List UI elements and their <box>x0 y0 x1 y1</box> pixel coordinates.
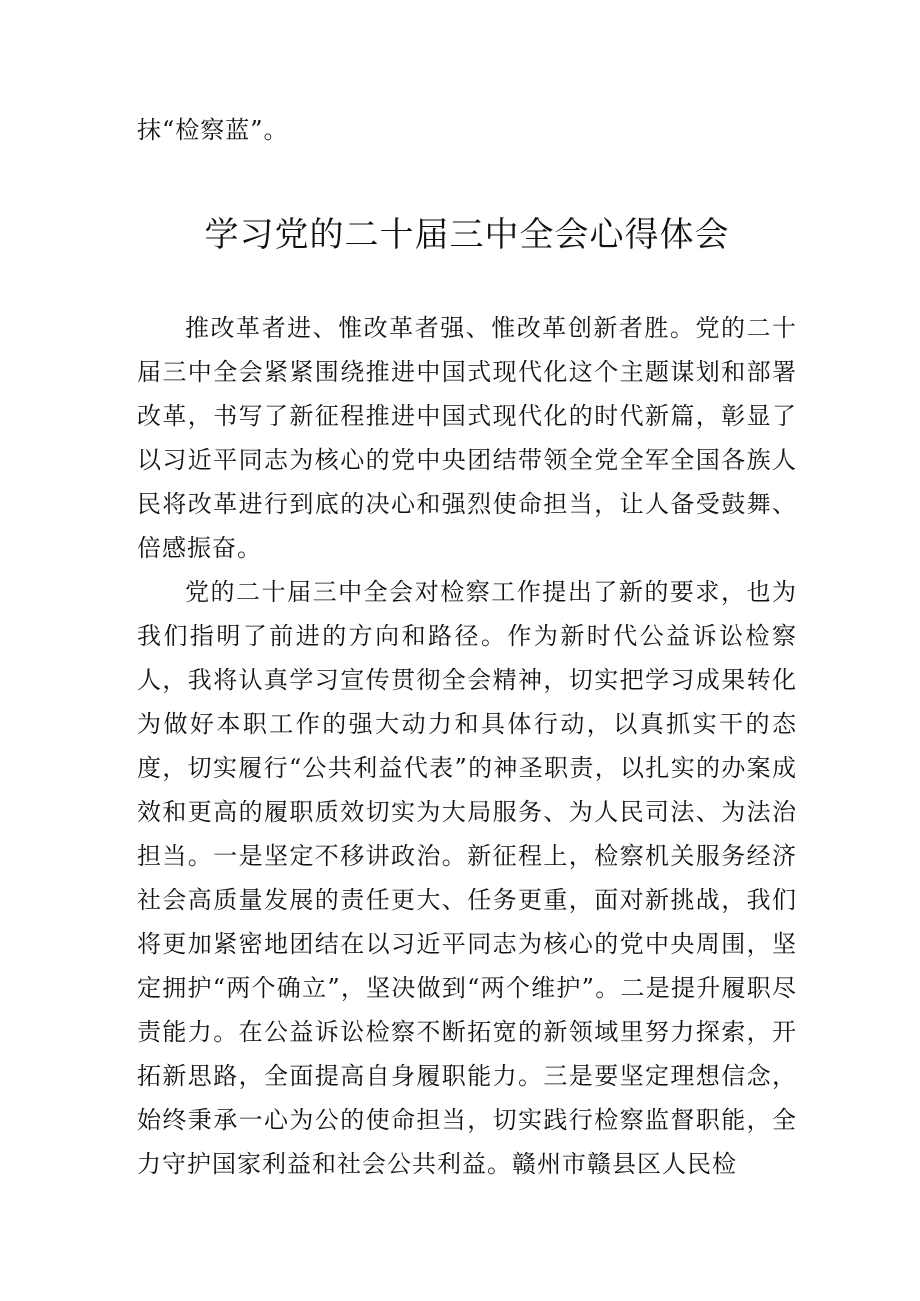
document-title: 学习党的二十届三中全会心得体会 <box>204 215 730 255</box>
paragraph-2: 党的二十届三中全会对检察工作提出了新的要求，也为我们指明了前进的方向和路径。作为新时代公益诉讼检察人，我将认真学习宣传贯彻全会精神，切实把学习成果转化为做好本职工作的强大动力和具体行动，以真抓实干的态度，切实履行“公共利益代表”的神圣职责，以扎实的办案成效和更高的履职质效切实为大局服务、为人民司法、为法治担当。一是坚定不移讲政治。新征程上，检察机关服务经济社会高质量发展的责任更大、任务更重，面对新挑战，我们将更加紧密地团结在以习近平同志为核心的党中央周围，坚定拥护“两个确立”，坚决做到“两个维护”。二是提升履职尽责能力。在公益诉讼检察不断拓宽的新领域里努力探索，开拓新思路，全面提高自身履职能力。三是要坚定理想信念，始终秉承一心为公的使命担当，切实践行检察监督职能，全力守护国家利益和社会公共利益。赣州市赣县区人民检 <box>137 578 797 1178</box>
paragraph-1: 推改革者进、惟改革者强、惟改革创新者胜。党的二十届三中全会紧紧围绕推进中国式现代化这个主题谋划和部署改革，书写了新征程推进中国式现代化的时代新篇，彰显了以习近平同志为核心的党中央团结带领全党全军全国各族人民将改革进行到底的决心和强烈使命担当，让人备受鼓舞、倍感振奋。 <box>137 314 797 562</box>
continuation-text: 抹“检察蓝”。 <box>137 116 289 144</box>
document-body <box>137 306 797 1186</box>
